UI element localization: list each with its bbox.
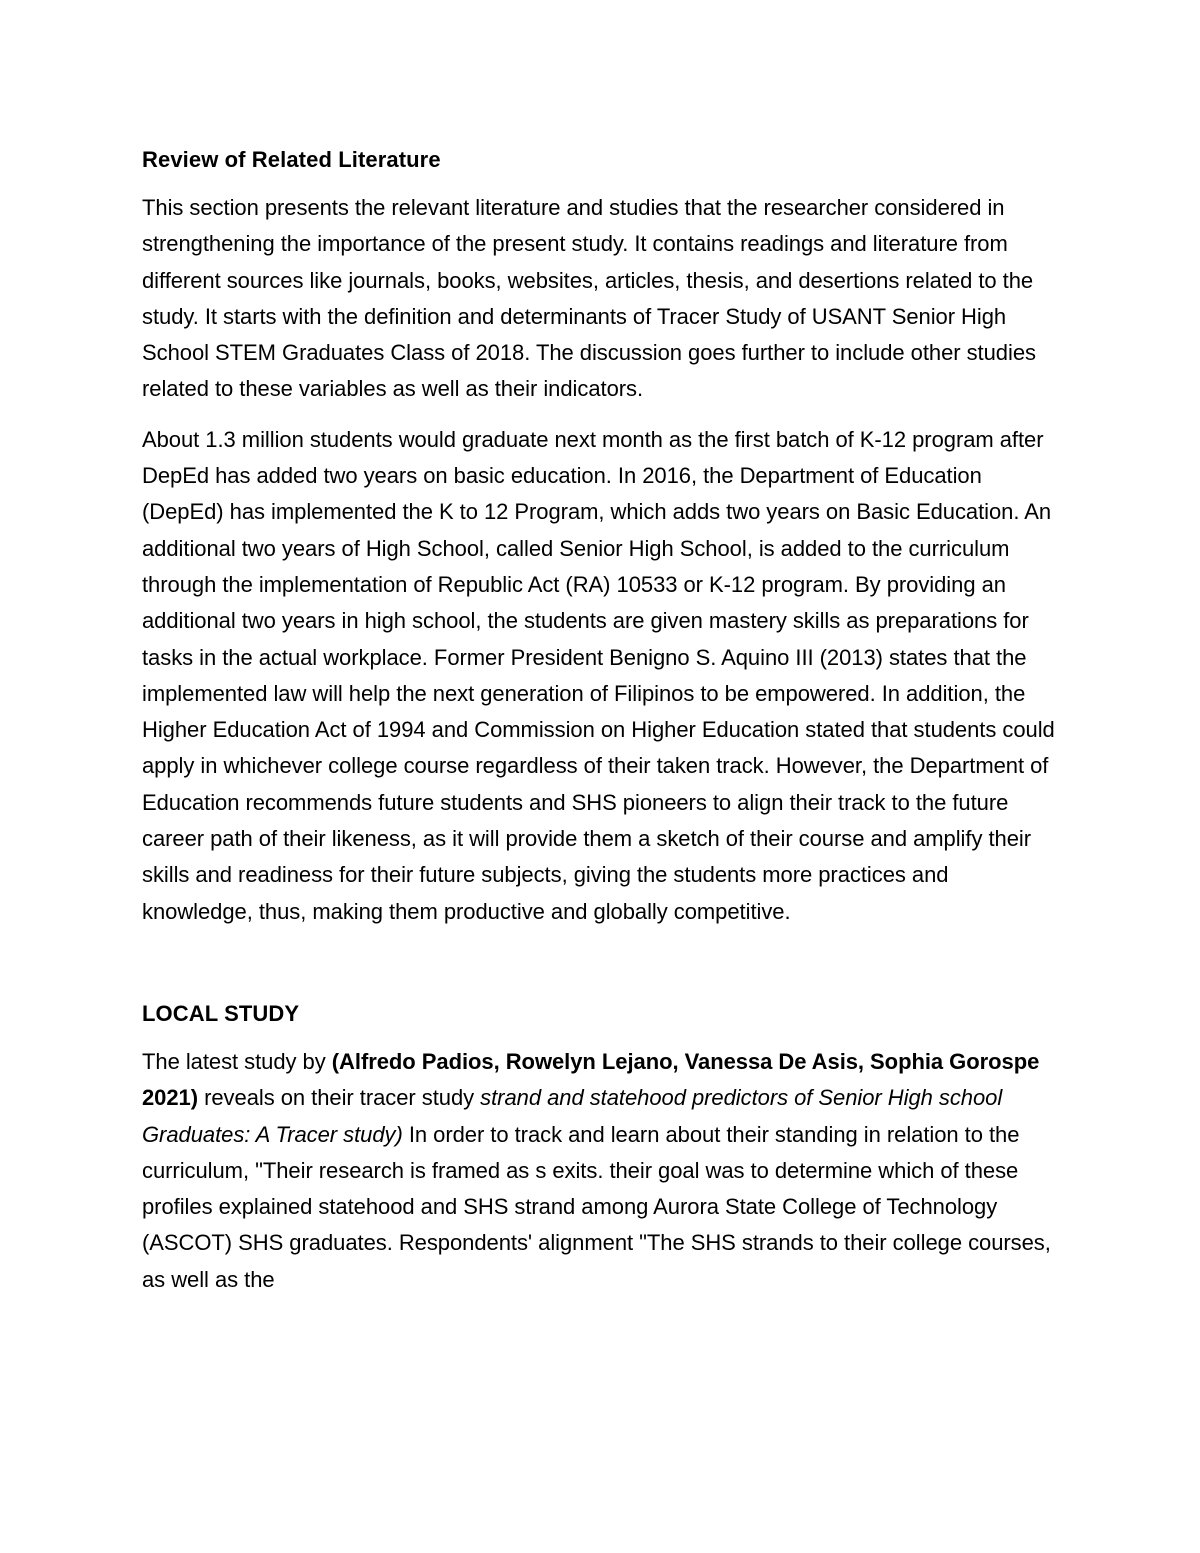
section-gap: [142, 930, 1062, 998]
local-study-lead: The latest study by: [142, 1048, 332, 1074]
local-study-title: strand and statehood predictors of Senior High school Graduates: A Tracer study): [142, 1085, 1003, 1147]
intro-paragraph: This section presents the relevant literature and studies that the researcher considered in strengthening the importance of the present study. It contains readings and literature from different sources like journals, books, websites, articles, thesis, and desertions related to the study. It starts with the definition and determinants of Tracer Study of USANT Senior High School STEM Graduates Class of 2018. The discussion goes further to include other studies related to these variables as well as their indicators.: [142, 195, 1036, 402]
k12-paragraph: About 1.3 million students would graduate next month as the first batch of K-12 program after DepEd has added two years on basic education. In 2016, the Department of Education (DepEd) has implemented the K to 12 Program, which adds two years on Basic Education. An additional two years of High School, called Senior High School, is added to the curriculum through the implementation of Republic Act (RA) 10533 or K-12 program. By providing an additional two years in high school, the students are given mastery skills as preparations for tasks in the actual workplace. Former President Benigno S. Aquino III (2013) states that the implemented law will help the next generation of Filipinos to be empowered. In addition, the Higher Education Act of 1994 and Commission on Higher Education stated that students could apply in whichever college course regardless of their taken track. However, the Department of Education recommends future students and SHS pioneers to align their track to the future career path of their likeness, as it will provide them a sketch of their course and amplify their skills and readiness for their future subjects, giving the students more practices and knowledge, thus, making them productive and globally competitive.: [142, 426, 1055, 924]
local-study-paragraph: [142, 1044, 1062, 1298]
local-study-authors: (Alfredo Padios, Rowelyn Lejano, Vanessa De Asis, Sophia Gorospe 2021): [142, 1048, 1040, 1111]
section-title: Review of Related Literature: [142, 147, 441, 172]
local-study-rest: In order to track and learn about their standing in relation to the curriculum, "Their research is framed as s exits. their goal was to determine which of these profiles explained statehood and SHS strand among Aurora State College of Technology (ASCOT) SHS graduates. Respondents' alignment "The SHS strands to their college courses, as well as the: [142, 1121, 1051, 1292]
local-study-mid: reveals on their tracer study: [198, 1085, 481, 1111]
document-body: [142, 144, 1062, 1298]
local-study-heading: LOCAL STUDY: [142, 1000, 300, 1026]
